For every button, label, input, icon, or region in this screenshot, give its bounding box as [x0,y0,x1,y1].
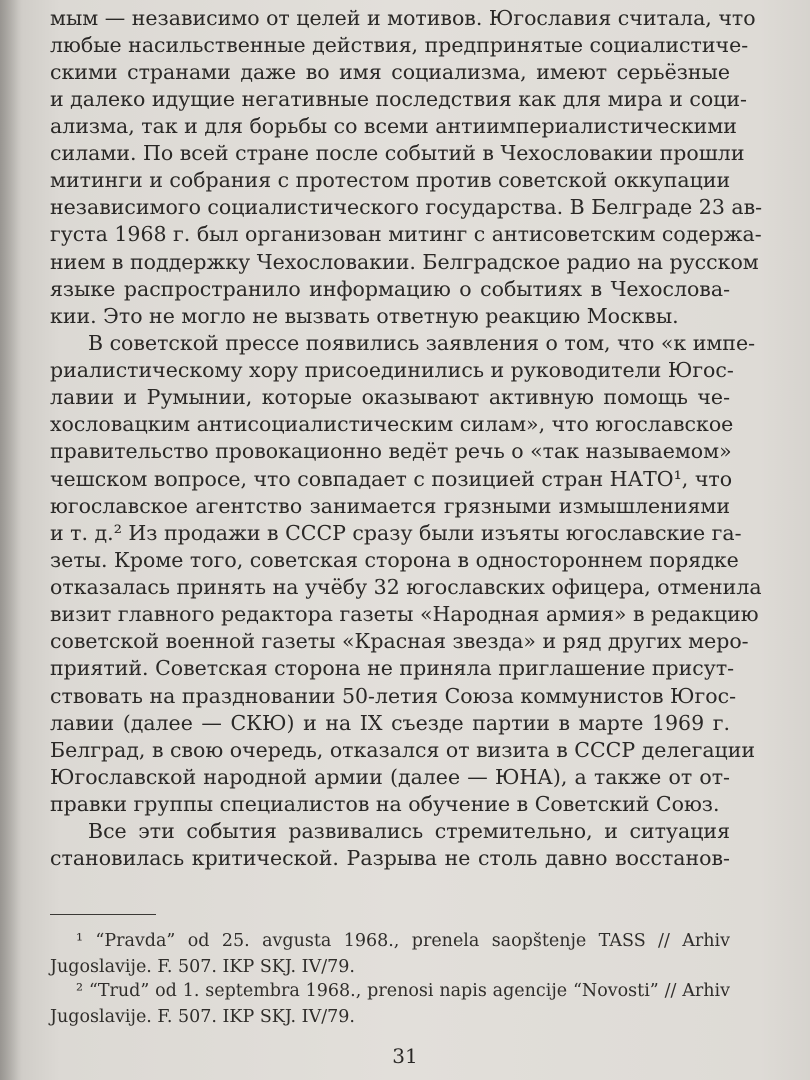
body-line: риалистическому хору присоединились и руководители Югос- [50,358,734,382]
body-line: кии. Это не могло не вызвать ответную реакцию Москвы. [50,304,679,328]
body-line: лавии и Румынии, которые оказывают активную помощь че- [50,385,730,409]
footnote-2-line: Jugoslavije. F. 507. IKP SKJ. IV/79. [50,1007,355,1027]
body-line: и далеко идущие негативные последствия как для мира и соци- [50,87,747,111]
body-line: югославское агентство занимается грязными измышлениями [50,494,730,518]
body-line: чешском вопросе, что совпадает с позицией стран НАТО¹, что [50,467,733,491]
body-line: хословацким антисоциалистическим силам», что югославское [50,412,734,436]
body-line: митинги и собрания с протестом против советской оккупации [50,168,731,192]
body-line: правки группы специалистов на обучение в Советский Союз. [50,792,720,816]
footnote-1-line: ¹ “Pravda” od 25. avgusta 1968., prenela saopštenje TASS // Arhiv [76,931,730,951]
footnote-1-line: Jugoslavije. F. 507. IKP SKJ. IV/79. [50,957,355,977]
body-line: Югославской народной армии (далее — ЮНА), а также от от- [50,765,730,789]
body-line: языке распространило информацию о событиях в Чехослова- [50,277,730,301]
paragraph-first-line: В советской прессе появились заявления о том, что «к импе- [88,331,756,355]
body-line: Белград, в свою очередь, отказался от визита в СССР делегации [50,738,756,762]
body-line: советской военной газеты «Красная звезда» и ряд других меро- [50,629,749,653]
body-line: отказалась принять на учёбу 32 югославских офицера, отменила [50,575,762,599]
body-line: лавии (далее — СКЮ) и на IX съезде партии в марте 1969 г. [50,711,730,735]
body-line: нием в поддержку Чехословакии. Белградское радио на русском [50,250,759,274]
paragraph-first-line: Все эти события развивались стремительно, и ситуация [88,819,730,843]
page-number: 31 [392,1044,418,1068]
body-line: визит главного редактора газеты «Народная армия» в редакцию [50,602,759,626]
body-line: густа 1968 г. был организован митинг с антисоветским содержа- [50,222,762,246]
body-line: ствовать на праздновании 50-летия Союза коммунистов Югос- [50,684,736,708]
body-line: и т. д.² Из продажи в СССР сразу были изъяты югославские га- [50,521,742,545]
footnote-2-line: ² “Trud” od 1. septembra 1968., prenosi napis agencije “Novosti” // Arhiv [76,981,730,1001]
body-line: мым — независимо от целей и мотивов. Югославия считала, что [50,6,756,30]
body-line: приятий. Советская сторона не приняла приглашение присут- [50,656,735,680]
body-line: силами. По всей стране после событий в Чехословакии прошли [50,141,745,165]
book-gutter-shadow [0,0,22,1080]
body-line: ализма, так и для борьбы со всеми антиимпериалистическими [50,114,737,138]
body-line: независимого социалистического государства. В Белграде 23 ав- [50,195,763,219]
body-line: становилась критической. Разрыва не столь давно восстанов- [50,846,730,870]
body-line: любые насильственные действия, предпринятые социалистиче- [50,33,749,57]
body-line: зеты. Кроме того, советская сторона в одностороннем порядке [50,548,739,572]
body-line: правительство провокационно ведёт речь о «так называемом» [50,439,732,463]
footnote-separator [50,914,156,915]
body-line: скими странами даже во имя социализма, имеют серьёзные [50,60,730,84]
